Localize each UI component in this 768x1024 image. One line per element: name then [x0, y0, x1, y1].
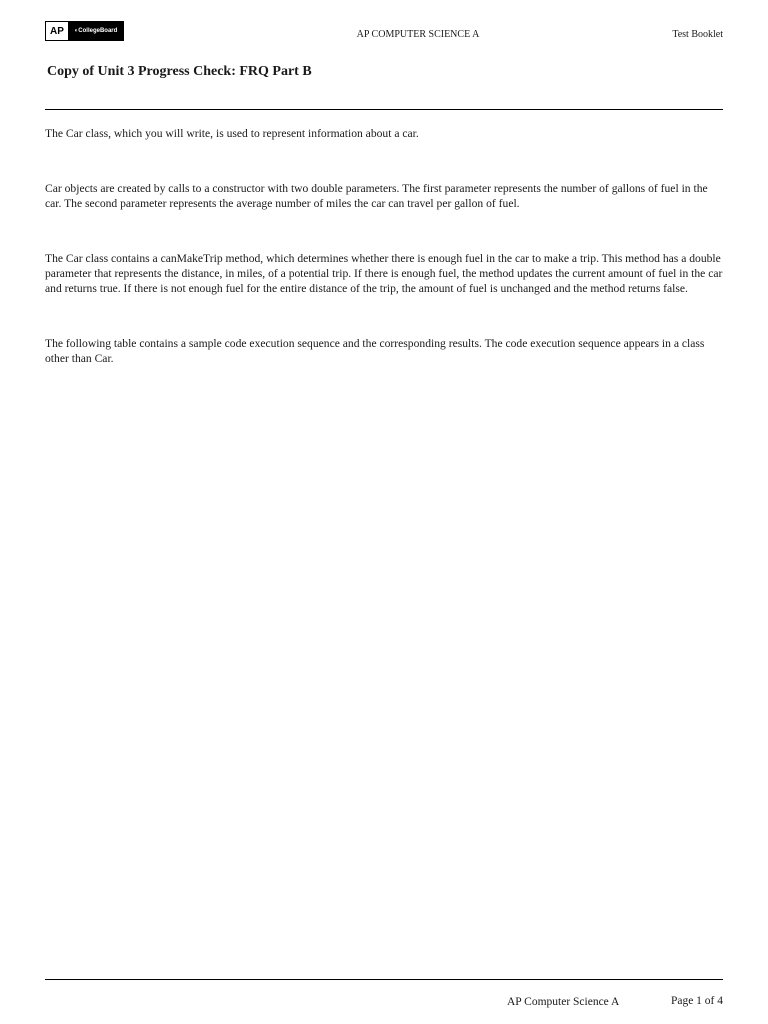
ap-logo-mark: AP: [46, 22, 69, 40]
booklet-label: Test Booklet: [672, 29, 723, 40]
paragraph-method: The Car class contains a canMakeTrip method, which determines whether there is enough fuel in the car to make a trip. This method has a double parameter that represents the distance, in miles, of a potential trip. If there is enough fuel, the method updates the current amount of fuel in the car and returns true. If there is not enough fuel for the entire distance of the trip, the amount of fuel is unchanged and the method returns false.: [45, 252, 723, 295]
footer-divider: [45, 979, 723, 980]
course-header: AP COMPUTER SCIENCE A: [356, 29, 480, 40]
question-content: [45, 126, 723, 406]
collegeboard-logo-mark: ◐CollegeBoard: [69, 22, 123, 40]
paragraph-intro: The Car class, which you will write, is used to represent information about a car.: [45, 127, 419, 140]
page-number: Page 1 of 4: [670, 995, 723, 1007]
page-title: Copy of Unit 3 Progress Check: FRQ Part B: [47, 64, 312, 79]
header-divider: [45, 109, 723, 110]
footer-subject: AP Computer Science A: [507, 996, 620, 1008]
paragraph-table-intro: The following table contains a sample code execution sequence and the corresponding results. The code execution sequence appears in a class other than Car.: [45, 337, 705, 365]
paragraph-constructor: Car objects are created by calls to a constructor with two double parameters. The first parameter represents the number of gallons of fuel in the car. The second parameter represents the average number of miles the car can travel per gallon of fuel.: [45, 182, 708, 210]
